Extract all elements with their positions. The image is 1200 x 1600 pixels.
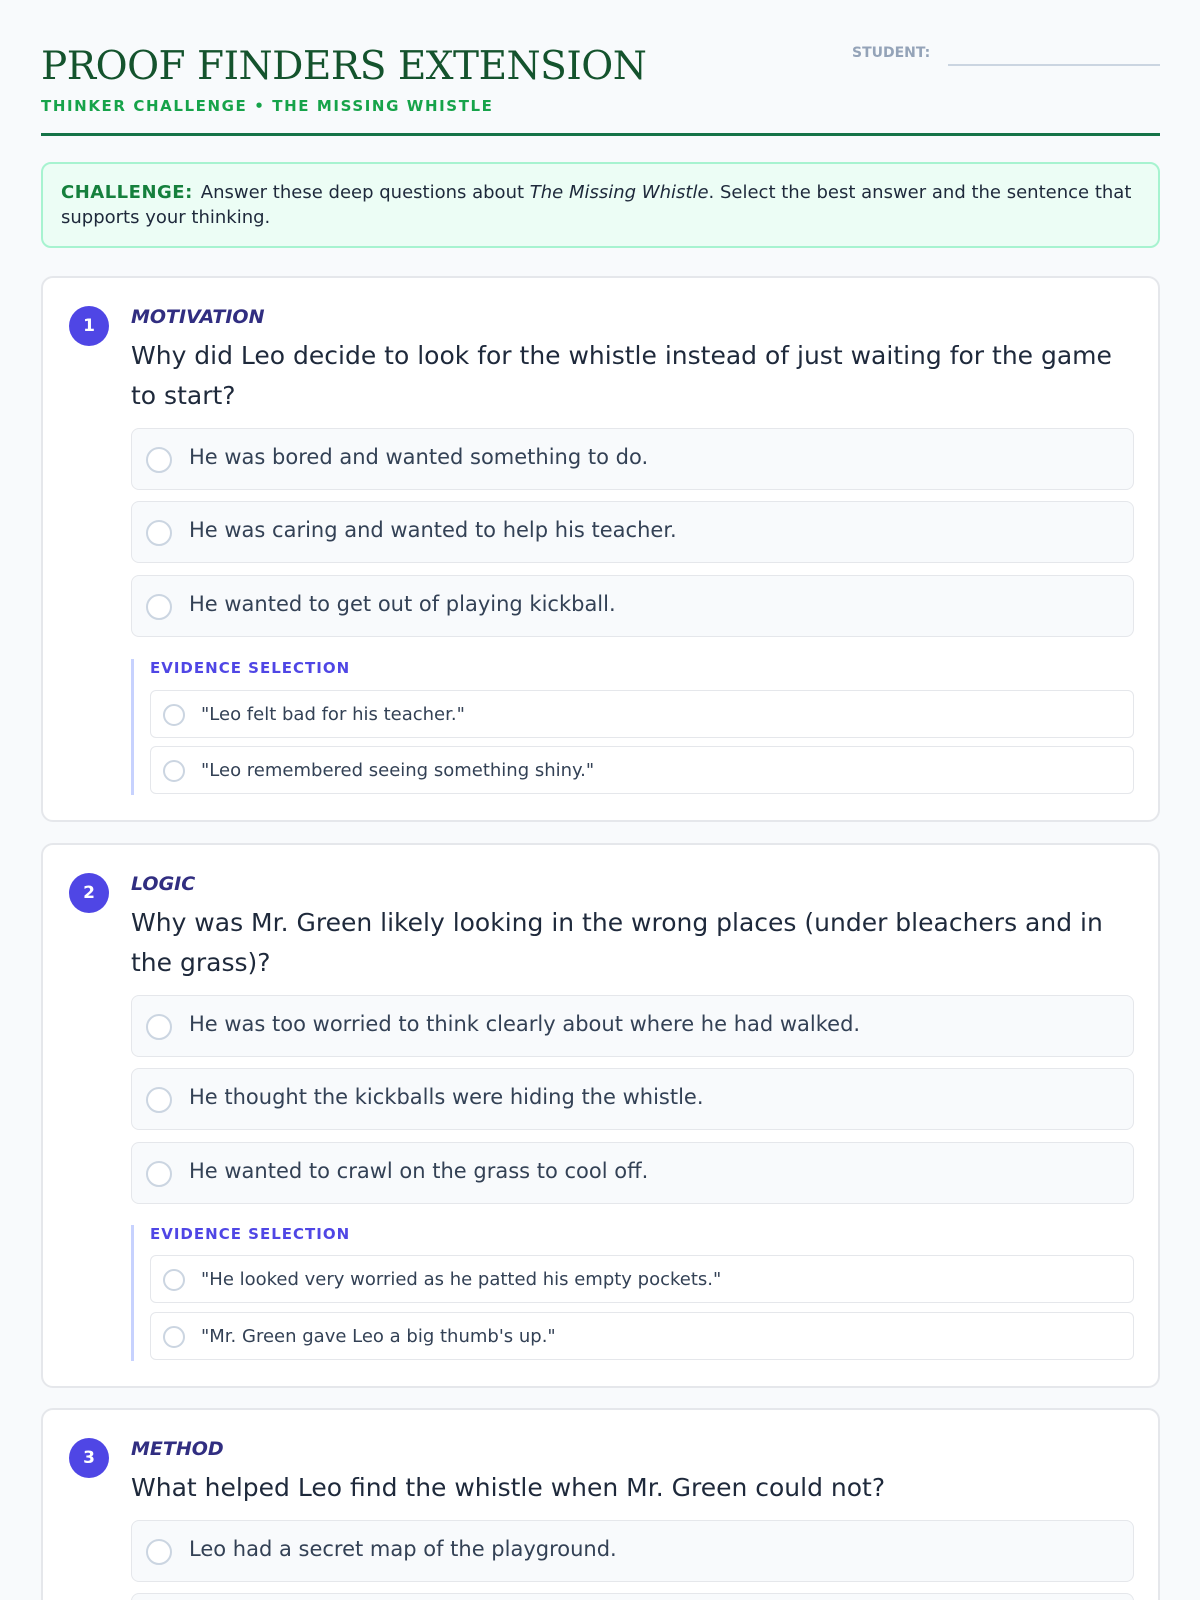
radio-button[interactable]: [146, 1539, 172, 1565]
question-number-badge: 2: [69, 873, 109, 913]
radio-button[interactable]: [163, 704, 185, 726]
radio-button[interactable]: [146, 1087, 172, 1113]
question-category: METHOD: [131, 1438, 224, 1460]
answer-option-text: He wanted to crawl on the grass to cool off.: [189, 1159, 649, 1183]
challenge-box: [41, 162, 1160, 248]
answer-option-text: He thought the kickballs were hiding the whistle.: [189, 1085, 704, 1109]
answer-option[interactable]: [131, 428, 1134, 490]
question-card: [41, 276, 1160, 822]
answer-option-text: He was caring and wanted to help his teacher.: [189, 518, 677, 542]
student-label: STUDENT:: [852, 45, 931, 61]
question-card: [41, 843, 1160, 1388]
evidence-option-text: "Leo felt bad for his teacher.": [201, 704, 465, 725]
challenge-label: CHALLENGE:: [61, 182, 193, 203]
answer-option[interactable]: [131, 1520, 1134, 1582]
radio-button[interactable]: [146, 520, 172, 546]
radio-button[interactable]: [146, 447, 172, 473]
question-text: Why was Mr. Green likely looking in the wrong places (under bleachers and in the grass)?: [131, 908, 1103, 977]
evidence-option-text: "Leo remembered seeing something shiny.": [201, 760, 595, 781]
evidence-option[interactable]: [150, 690, 1134, 738]
answer-option-text: Leo had a secret map of the playground.: [189, 1537, 617, 1561]
radio-button[interactable]: [146, 1014, 172, 1040]
question-card: [41, 1408, 1160, 1600]
evidence-option[interactable]: [150, 1255, 1134, 1303]
question-text: Why did Leo decide to look for the whistle instead of just waiting for the game to start?: [131, 341, 1112, 410]
answer-option[interactable]: [131, 501, 1134, 563]
worksheet-header: [41, 0, 1160, 136]
evidence-option[interactable]: [150, 746, 1134, 794]
answer-option-text: He wanted to get out of playing kickball.: [189, 592, 616, 616]
question-category: MOTIVATION: [131, 306, 265, 328]
radio-button[interactable]: [163, 1326, 185, 1348]
answer-option[interactable]: [131, 995, 1134, 1057]
question-category: LOGIC: [131, 873, 196, 895]
challenge-text-before: Answer these deep questions about: [200, 182, 530, 203]
answer-option[interactable]: [131, 1593, 1134, 1600]
page-subtitle: THINKER CHALLENGE • THE MISSING WHISTLE: [41, 97, 494, 115]
question-number-badge: 1: [69, 306, 109, 346]
evidence-selection: [131, 659, 1134, 795]
evidence-option[interactable]: [150, 1312, 1134, 1360]
page-title: PROOF FINDERS EXTENSION: [41, 44, 647, 89]
radio-button[interactable]: [146, 594, 172, 620]
evidence-label: EVIDENCE SELECTION: [150, 659, 351, 677]
answer-option-text: He was too worried to think clearly about where he had walked.: [189, 1012, 861, 1036]
student-name-field[interactable]: [948, 64, 1160, 66]
answer-option[interactable]: [131, 1142, 1134, 1204]
evidence-selection: [131, 1225, 1134, 1361]
radio-button[interactable]: [146, 1161, 172, 1187]
evidence-option-text: "He looked very worried as he patted his empty pockets.": [201, 1269, 722, 1290]
question-text: What helped Leo find the whistle when Mr. Green could not?: [131, 1473, 886, 1502]
radio-button[interactable]: [163, 1269, 185, 1291]
answer-option[interactable]: [131, 575, 1134, 637]
answer-option[interactable]: [131, 1068, 1134, 1130]
radio-button[interactable]: [163, 760, 185, 782]
answer-option-text: He was bored and wanted something to do.: [189, 445, 649, 469]
evidence-label: EVIDENCE SELECTION: [150, 1225, 351, 1243]
challenge-book-title: The Missing Whistle: [529, 182, 709, 203]
worksheet-page: [41, 0, 1160, 1561]
question-number-badge: 3: [69, 1438, 109, 1478]
challenge-text-after: . Select the best answer and the sentence that supports your thinking.: [61, 182, 1132, 228]
evidence-option-text: "Mr. Green gave Leo a big thumb's up.": [201, 1326, 556, 1347]
